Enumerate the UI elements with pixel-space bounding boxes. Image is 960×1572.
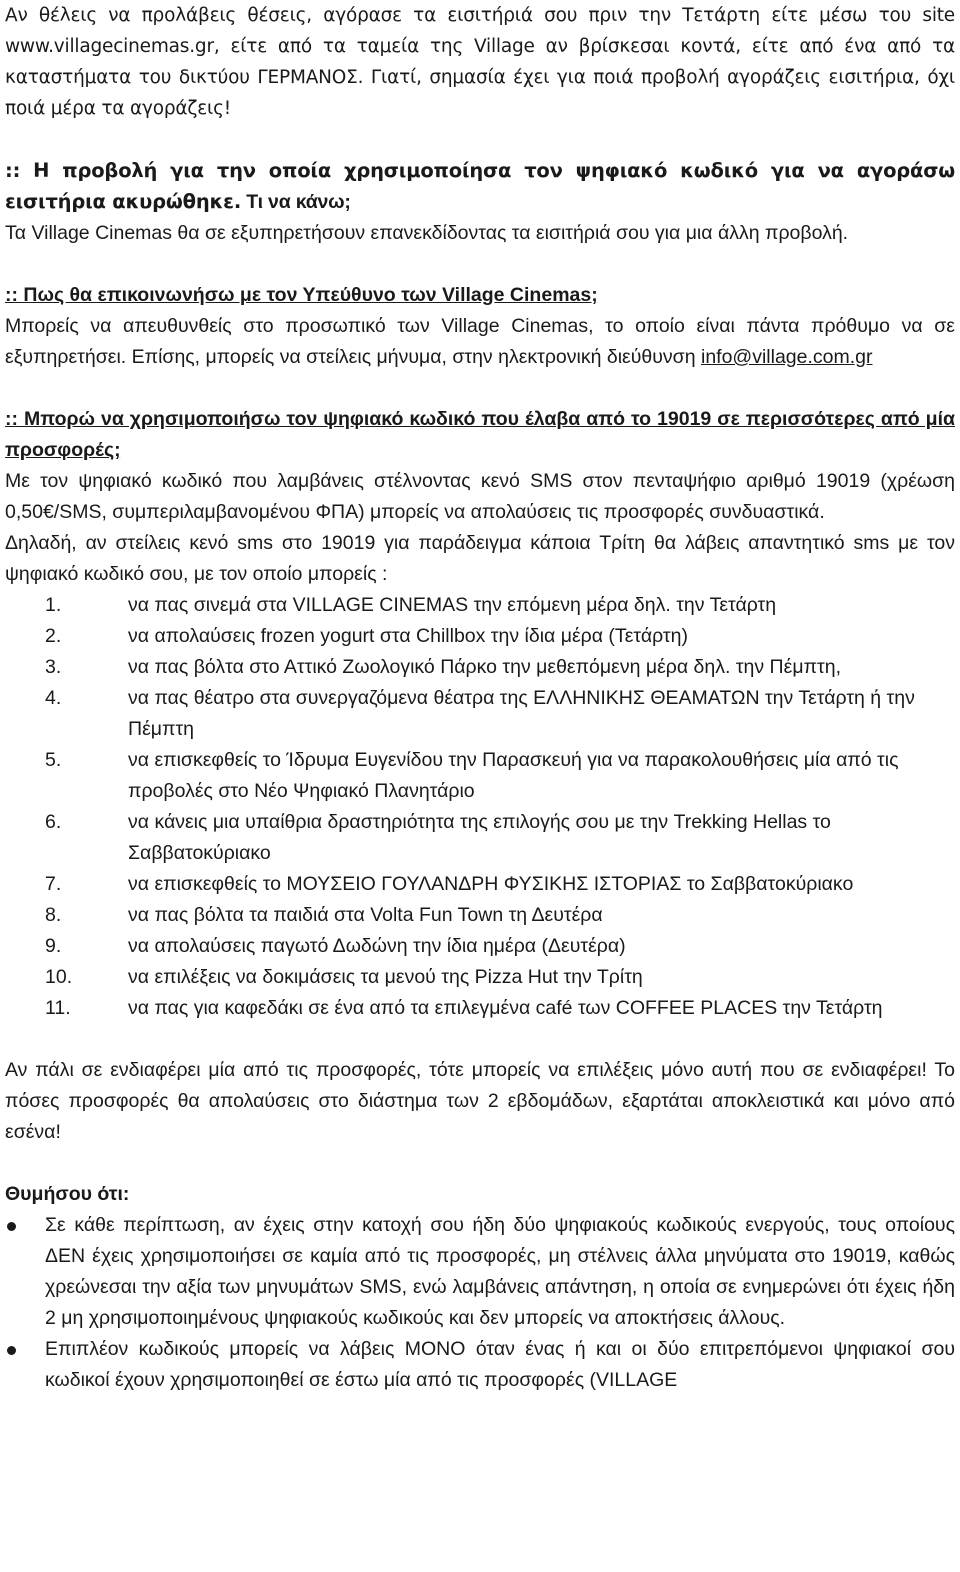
list-item (5, 869, 955, 900)
reminder-list (5, 1210, 955, 1396)
list-item (5, 590, 955, 621)
faq2-answer (5, 311, 955, 373)
list-item-number: 7. (45, 873, 62, 895)
list-item-text: να κάνεις μια υπαίθρια δραστηριότητα της επιλογής σου με την Trekking Hellas το Σαββατοκύριακο (128, 811, 831, 864)
list-item-text: να επισκεφθείς το ΜΟΥΣΕΙΟ ΓΟΥΛΑΝΔΡΗ ΦΥΣΙΚΗΣ ΙΣΤΟΡΙΑΣ το Σαββατοκύριακο (128, 873, 854, 895)
list-item (5, 807, 955, 869)
list-item-number: 4. (45, 687, 62, 709)
spacer (5, 124, 955, 155)
spacer (5, 373, 955, 404)
list-item (5, 962, 955, 993)
list-item-text: να απολαύσεις frozen yogurt στα Chillbox την ίδια μέρα (Τετάρτη) (128, 625, 688, 647)
list-item-number: 9. (45, 935, 62, 957)
list-item-text: να πας σινεμά στα VILLAGE CINEMAS την επόμενη μέρα δηλ. την Τετάρτη (128, 594, 777, 616)
list-item-text: να πας βόλτα στο Αττικό Ζωολογικό Πάρκο την μεθεπόμενη μέρα δηλ. την Πέμπτη, (128, 656, 841, 678)
list-item (5, 931, 955, 962)
intro-paragraph (5, 0, 955, 124)
closing-paragraph: Αν πάλι σε ενδιαφέρει μία από τις προσφορές, τότε μπορείς να επιλέξεις μόνο αυτή που σε ενδιαφέρει! Το πόσες προσφορές θα απολαύσεις στο διάστημα των 2 εβδομάδων, εξαρτάται αποκλειστικά και μόνο από εσένα! (5, 1059, 955, 1143)
villagecinemas-link[interactable]: www.villagecinemas.gr (5, 36, 214, 57)
faq2-answer-text: Μπορείς να απευθυνθείς στο προσωπικό των Village Cinemas, το οποίο είναι πάντα πρόθυμο να σε εξυπηρετήσει. Επίσης, μπορείς να στείλεις μήνυμα, στην ηλεκτρονική διεύθυνση (5, 315, 955, 368)
faq3-question: :: Μπορώ να χρησιμοποιήσω τον ψηφιακό κωδικό που έλαβα από το 19019 σε περισσότερες από μία προσφορές; (5, 408, 955, 461)
list-item (5, 621, 955, 652)
list-item-text: να επισκεφθείς το Ίδρυμα Ευγενίδου την Παρασκευή για να παρακολουθήσεις μία από τις προβολές στο Νέο Ψηφιακό Πλανητάριο (128, 749, 899, 802)
faq1-question (5, 155, 955, 218)
email-link[interactable]: info@village.com.gr (700, 346, 873, 368)
list-item-text: να απολαύσεις παγωτό Δωδώνη την ίδια ημέρα (Δευτέρα) (128, 935, 626, 957)
reminder-heading: Θυμήσου ότι: (5, 1183, 130, 1205)
list-item-number: 5. (45, 749, 62, 771)
bullet-icon (7, 1346, 16, 1355)
list-item-text: να πας θέατρο στα συνεργαζόμενα θέατρα της ΕΛΛΗΝΙΚΗΣ ΘΕΑΜΑΤΩΝ την Τετάρτη ή την Πέμπτη (128, 687, 915, 740)
document (5, 0, 955, 1396)
faq1-question-tail: Τι να κάνω; (241, 191, 351, 213)
list-item-number: 3. (45, 656, 62, 678)
list-item-text: να επιλέξεις να δοκιμάσεις τα μενού της Pizza Hut την Τρίτη (128, 966, 643, 988)
list-item-text: Επιπλέον κωδικούς μπορείς να λάβεις ΜΟΝΟ όταν ένας ή και οι δύο επιτρεπόμενοι ψηφιακοί σου κωδικοί έχουν χρησιμοποιηθεί σε έστω μία από τις προσφορές (VILLAGE (45, 1338, 955, 1391)
faq3-answer: Με τον ψηφιακό κωδικό που λαμβάνεις στέλνοντας κενό SMS στον πενταψήφιο αριθμό 19019 (χρέωση 0,50€/SMS, συμπεριλαμβανομένου ΦΠΑ) μπορείς να απολαύσεις τις προσφορές συνδυαστικά. (5, 470, 955, 523)
list-item (5, 652, 955, 683)
offers-list (5, 590, 955, 1024)
faq1-answer: Τα Village Cinemas θα σε εξυπηρετήσουν επανεκδίδοντας τα εισιτήριά σου για μια άλλη προβολή. (5, 222, 849, 244)
list-item (5, 745, 955, 807)
list-item-number: 11. (45, 997, 71, 1019)
faq1-question-main: :: Η προβολή για την οποία χρησιμοποίησα τον ψηφιακό κωδικό για να αγοράσω εισιτήρια ακυρώθηκε. (5, 159, 955, 213)
bullet-icon (7, 1222, 16, 1231)
list-item-number: 8. (45, 904, 62, 926)
spacer (5, 249, 955, 280)
list-item (5, 1334, 955, 1396)
faq2-question: :: Πως θα επικοινωνήσω με τον Υπεύθυνο των Village Cinemas; (5, 284, 598, 306)
list-item (5, 1210, 955, 1334)
list-item-text: Σε κάθε περίπτωση, αν έχεις στην κατοχή σου ήδη δύο ψηφιακούς κωδικούς ενεργούς, τους οποίους ΔΕΝ έχεις χρησιμοποιήσει σε καμία από τις προσφορές, μη στέλνεις άλλα μηνύματα στο 19019, καθώς χρεώνεσαι την αξία των μηνυμάτων SMS, ενώ λαμβάνεις απάντηση, η οποία σε ενημερώνει ότι έχεις ήδη 2 μη χρησιμοποιημένους ψηφιακούς κωδικούς και δεν μπορείς να αποκτήσεις άλλους. (45, 1214, 955, 1329)
spacer (5, 1024, 955, 1055)
list-item-number: 10. (45, 966, 73, 988)
list-item-text: να πας βόλτα τα παιδιά στα Volta Fun Town τη Δευτέρα (128, 904, 603, 926)
faq3-example: Δηλαδή, αν στείλεις κενό sms στο 19019 για παράδειγμα κάποια Τρίτη θα λάβεις απαντητικό sms με τον ψηφιακό κωδικό σου, με τον οποίο μπορείς : (5, 532, 955, 585)
list-item (5, 900, 955, 931)
list-item (5, 683, 955, 745)
list-item-number: 6. (45, 811, 62, 833)
intro-text-start: Αν θέλεις να προλάβεις θέσεις, αγόρασε τα εισιτήριά σου πριν την Τετάρτη είτε μέσω του site (5, 5, 955, 26)
list-item-number: 2. (45, 625, 62, 647)
list-item-text: να πας για καφεδάκι σε ένα από τα επιλεγμένα café των COFFEE PLACES την Τετάρτη (128, 997, 883, 1019)
intro-text-end: , είτε από τα ταμεία της Village αν βρίσκεσαι κοντά, είτε από ένα από τα καταστήματα του δικτύου ΓΕΡΜΑΝΟΣ. Γιατί, σημασία έχει για ποιά προβολή αγοράζεις εισιτήρια, όχι ποιά μέρα τα αγοράζεις! (5, 36, 955, 119)
list-item (5, 993, 955, 1024)
spacer (5, 1148, 955, 1179)
list-item-number: 1. (45, 594, 62, 616)
